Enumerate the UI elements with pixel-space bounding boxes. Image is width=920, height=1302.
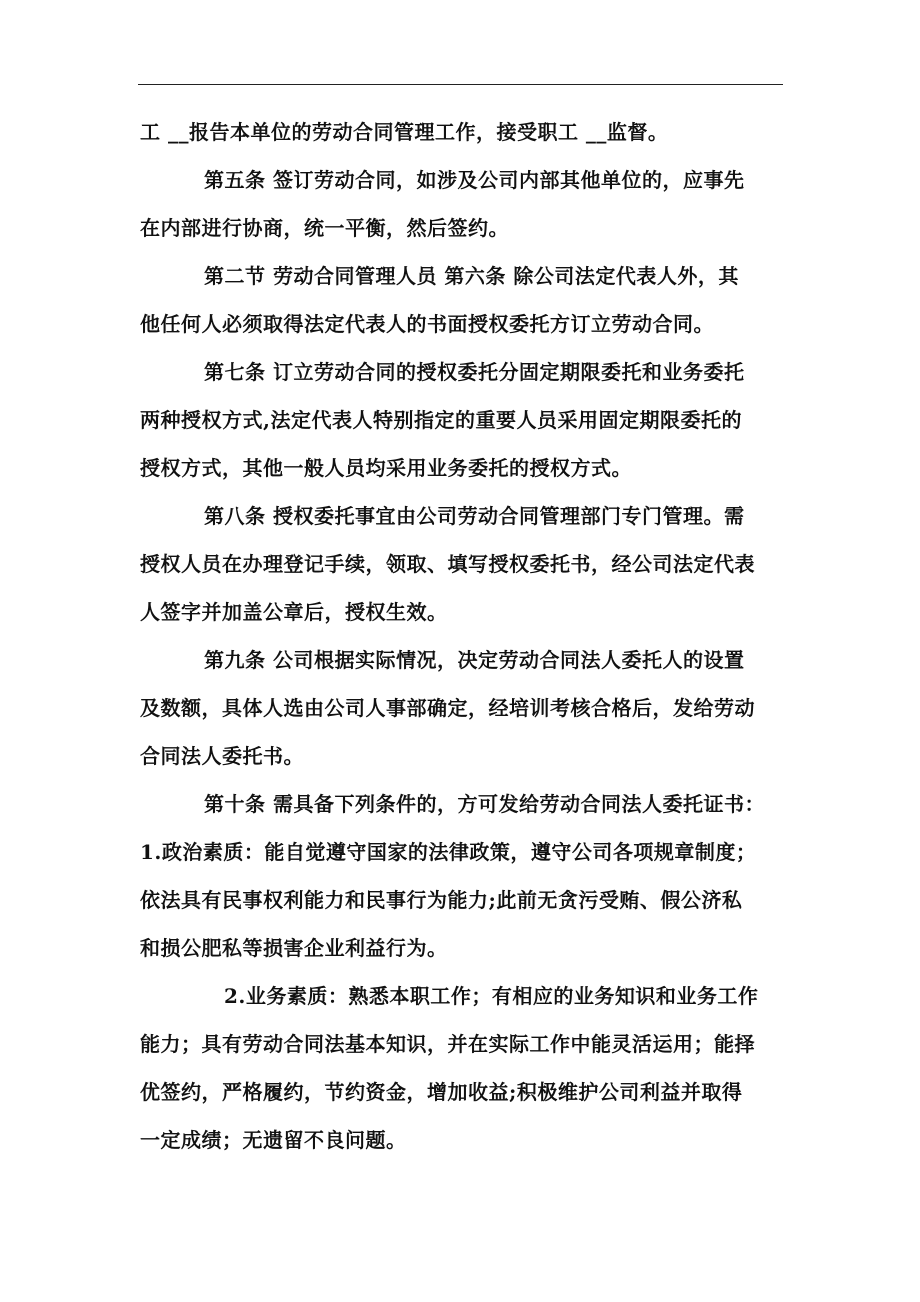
text-line: 依法具有民事权利能力和民事行为能力;此前无贪污受贿、假公济私 xyxy=(140,888,743,912)
text-line: 第九条 公司根据实际情况，决定劳动合同法人委托人的设置 xyxy=(204,648,745,672)
text-line: 第七条 订立劳动合同的授权委托分固定期限委托和业务委托 xyxy=(204,360,745,384)
text-line: 合同法人委托书。 xyxy=(140,744,304,768)
text-line: 1.政治素质：能自觉遵守国家的法律政策，遵守公司各项规章制度； xyxy=(140,840,757,864)
text-line: 及数额，具体人选由公司人事部确定，经培训考核合格后，发给劳动 xyxy=(140,696,755,720)
text-line: 能力；具有劳动合同法基本知识，并在实际工作中能灵活运用；能择 xyxy=(140,1032,755,1056)
text-line: 2.业务素质：熟悉本职工作；有相应的业务知识和业务工作 xyxy=(224,984,759,1008)
document-body xyxy=(140,108,785,1164)
text-line: 第五条 签订劳动合同，如涉及公司内部其他单位的，应事先 xyxy=(204,168,745,192)
text-line: 授权人员在办理登记手续，领取、填写授权委托书，经公司法定代表 xyxy=(140,552,755,576)
text-line: 第八条 授权委托事宜由公司劳动合同管理部门专门管理。需 xyxy=(204,504,745,528)
text-line: 人签字并加盖公章后，授权生效。 xyxy=(140,600,448,624)
text-line: 第二节 劳动合同管理人员 第六条 除公司法定代表人外，其 xyxy=(204,264,739,288)
text-line: 优签约，严格履约，节约资金，增加收益;积极维护公司利益并取得 xyxy=(140,1080,743,1104)
text-line: 授权方式，其他一般人员均采用业务委托的授权方式。 xyxy=(140,456,632,480)
text-line: 第十条 需具备下列条件的，方可发给劳动合同法人委托证书： xyxy=(204,792,765,816)
text-line: 他任何人必须取得法定代表人的书面授权委托方订立劳动合同。 xyxy=(140,312,714,336)
text-line: 和损公肥私等损害企业利益行为。 xyxy=(140,936,448,960)
header-rule xyxy=(138,84,783,85)
text-line: 在内部进行协商，统一平衡，然后签约。 xyxy=(140,216,509,240)
text-line: 工 __报告本单位的劳动合同管理工作，接受职工 __监督。 xyxy=(140,120,669,144)
text-line: 两种授权方式,法定代表人特别指定的重要人员采用固定期限委托的 xyxy=(140,408,742,432)
text-line: 一定成绩；无遗留不良问题。 xyxy=(140,1128,407,1152)
